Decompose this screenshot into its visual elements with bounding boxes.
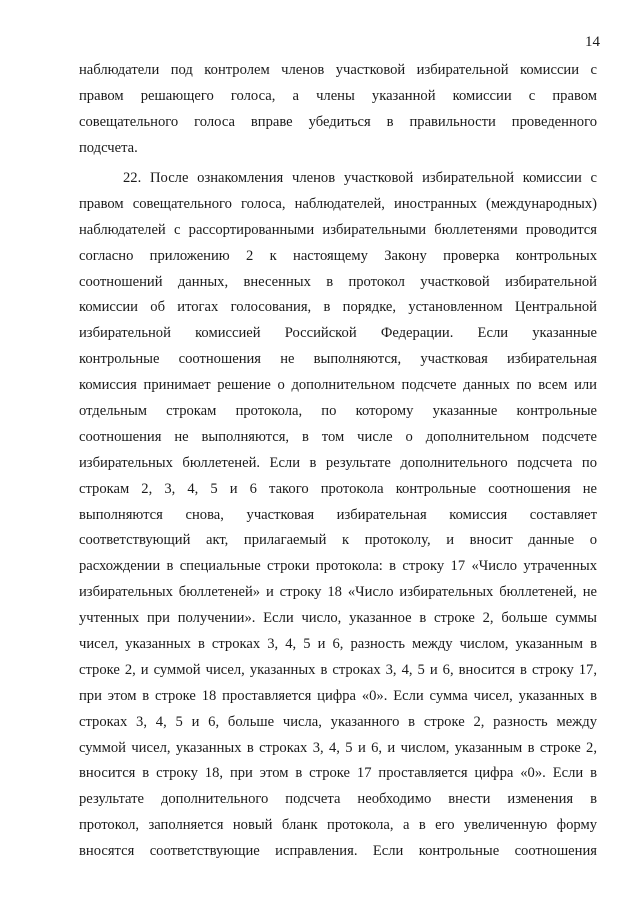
text-line: отдельным строкам протокола, по которому указанные контрольные: [79, 403, 597, 420]
text-line: соответствующий акт, прилагаемый к протоколу, и вносит данные о: [79, 532, 597, 549]
text-line: правом совещательного голоса, наблюдателей, иностранных (международных): [79, 195, 597, 212]
text-line: чисел, указанных в строках 3, 4, 5 и 6, разность между числом, указанным в: [79, 636, 597, 653]
text-line: наблюдателей с рассортированными избирательными бюллетенями проводится: [79, 221, 597, 238]
text-line: расхождении в специальные строки протокола: в строку 17 «Число утраченных: [79, 558, 597, 575]
text-line: избирательных бюллетеней» и строку 18 «Число избирательных бюллетеней, не: [79, 584, 597, 601]
text-line: комиссия принимает решение о дополнительном подсчете данных по всем или: [79, 377, 597, 394]
text-line: наблюдатели под контролем членов участковой избирательной комиссии с: [79, 62, 597, 78]
text-line: строке 2, и суммой чисел, указанных в строках 3, 4, 5 и 6, вносится в строку 17,: [79, 661, 597, 678]
text-line: правом решающего голоса, а члены указанной комиссии с правом: [79, 87, 597, 104]
text-line: вносятся соответствующие исправления. Если контрольные соотношения: [79, 843, 597, 860]
text-line: суммой чисел, указанных в строках 3, 4, 5 и 6, и числом, указанным в строке 2,: [79, 739, 597, 756]
text-line: учтенных при получении». Если число, указанное в строке 2, больше суммы: [79, 610, 597, 627]
text-line: избирательных бюллетеней. Если в результате дополнительного подсчета по: [79, 454, 597, 471]
text-line: вносится в строку 18, при этом в строке 17 проставляется цифра «0». Если в: [79, 765, 597, 782]
text-line: строкам 2, 3, 4, 5 и 6 такого протокола контрольные соотношения не: [79, 480, 597, 497]
text-line: 22. После ознакомления членов участковой избирательной комиссии с: [123, 170, 597, 186]
text-line: выполняются снова, участковая избирательная комиссия составляет: [79, 506, 597, 523]
text-line: соотношений данных, внесенных в протокол участковой избирательной: [79, 273, 597, 290]
text-line: протокол, заполняется новый бланк протокола, а в его увеличенную форму: [79, 817, 597, 834]
paragraph-22: [79, 166, 597, 865]
text-line: комиссии об итогах голосования, в порядке, установленном Центральной: [79, 299, 597, 316]
paragraph-continued: [79, 58, 597, 162]
text-line: согласно приложению 2 к настоящему Закону проверка контрольных: [79, 247, 597, 264]
text-line: совещательного голоса вправе убедиться в правильности проведенного: [79, 113, 597, 130]
text-line: строках 3, 4, 5 и 6, больше числа, указанного в строке 2, разность между: [79, 713, 597, 730]
text-line: подсчета.: [79, 139, 138, 156]
page-number: 14: [585, 34, 600, 50]
text-line: контрольные соотношения не выполняются, участковая избирательная: [79, 351, 597, 368]
text-line: при этом в строке 18 проставляется цифра «0». Если сумма чисел, указанных в: [79, 687, 597, 704]
text-line: избирательной комиссией Российской Федерации. Если указанные: [79, 325, 597, 342]
text-line: соотношения не выполняются, в том числе о дополнительном подсчете: [79, 428, 597, 445]
text-line: результате дополнительного подсчета необходимо внести изменения в: [79, 791, 597, 808]
